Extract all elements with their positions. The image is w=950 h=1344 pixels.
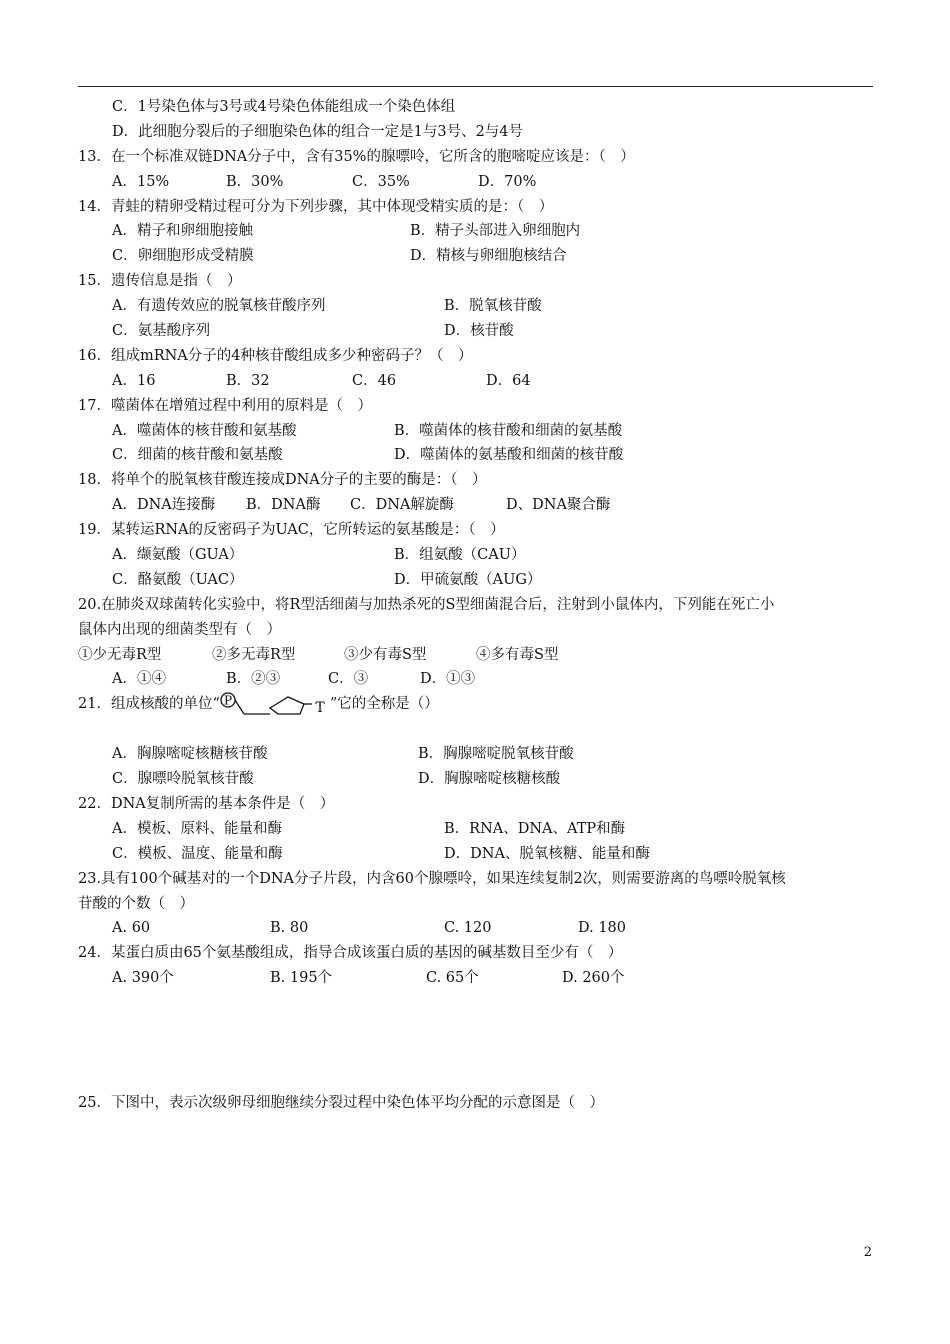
q18-options	[78, 493, 873, 518]
q24-options	[78, 966, 873, 991]
q20-option-c: C．③	[328, 671, 369, 688]
q24-spacer	[78, 991, 873, 1091]
q24-option-c: C. 65个	[426, 970, 479, 987]
q19-options-row2	[78, 568, 873, 593]
q21-stem-prefix: 21．组成核酸的单位“	[78, 696, 220, 713]
q20-option-d: D．①③	[420, 671, 476, 688]
q13-option-b: B．30%	[226, 173, 284, 190]
q22-options-row2	[78, 842, 873, 867]
q14-option-d: D．精核与卵细胞核结合	[410, 248, 567, 265]
q16-option-a: A．16	[112, 372, 156, 389]
q23-stem-line2: 苷酸的个数（ ）	[78, 895, 194, 912]
q15-option-b: B．脱氧核苷酸	[444, 298, 542, 315]
q21-option-d: D．胸腺嘧啶核糖核酸	[418, 771, 561, 788]
phosphate-label: P	[223, 693, 232, 708]
q16-stem: 16．组成mRNA分子的4种核苷酸组成多少种密码子？（ ）	[78, 347, 473, 364]
q21-option-b: B．胸腺嘧啶脱氧核苷酸	[418, 746, 574, 763]
q14-option-a: A．精子和卵细胞接触	[112, 223, 253, 240]
q24-option-a: A. 390个	[112, 970, 174, 987]
q16-option-d: D．64	[486, 372, 531, 389]
q20-item-2: ②多无毒R型	[212, 646, 296, 663]
q23-option-a: A. 60	[112, 920, 151, 937]
q20-option-b: B．②③	[226, 671, 281, 688]
q21-diagram-gap	[78, 717, 873, 742]
q12-option-c: C．1号染色体与3号或4号染色体能组成一个染色体组	[112, 99, 456, 115]
q20-stem-line2: 鼠体内出现的细菌类型有（ ）	[78, 621, 281, 638]
q21-options-row2	[78, 767, 873, 792]
q20-stem-line1: 20.在肺炎双球菌转化实验中，将R型活细菌与加热杀死的S型细菌混合后，注射到小鼠体内，下列能在死亡小	[78, 596, 775, 613]
q19-option-c: C．酪氨酸（UAC）	[112, 571, 244, 588]
q20-options	[78, 667, 873, 692]
q13-option-a: A．15%	[112, 173, 170, 190]
q18-stem: 18．将单个的脱氧核苷酸连接成DNA分子的主要的酶是：（ ）	[78, 472, 487, 489]
q25-stem: 25．下图中，表示次级卵母细胞继续分裂过程中染色体平均分配的示意图是（ ）	[78, 1094, 604, 1111]
q19-stem: 19．某转运RNA的反密码子为UAC，它所转运的氨基酸是：（ ）	[78, 522, 505, 539]
q18-option-a: A．DNA连接酶	[112, 497, 216, 514]
q17-option-c: C．细菌的核苷酸和氨基酸	[112, 447, 283, 464]
page-number: 2	[863, 1245, 872, 1260]
q16-options	[78, 369, 873, 394]
q21-stem-suffix: ”它的全称是（）	[329, 696, 439, 713]
nucleotide-diagram	[220, 692, 330, 716]
q15-option-a: A．有遗传效应的脱氧核苷酸序列	[112, 298, 326, 315]
q17-options-row1	[78, 419, 873, 444]
q20-item-3: ③少有毒S型	[344, 646, 427, 663]
q22-option-d: D．DNA、脱氧核糖、能量和酶	[444, 845, 650, 862]
q15-options-row1	[78, 294, 873, 319]
q22-option-a: A．模板、原料、能量和酶	[112, 820, 282, 837]
q23-options	[78, 916, 873, 941]
q17-stem: 17．噬菌体在增殖过程中利用的原料是（ ）	[78, 397, 372, 414]
q19-option-b: B．组氨酸（CAU）	[394, 547, 526, 564]
q19-option-a: A．缬氨酸（GUA）	[112, 547, 244, 564]
q17-option-b: B．噬菌体的核苷酸和细菌的氨基酸	[394, 422, 623, 439]
q23-option-d: D. 180	[578, 920, 627, 937]
q21-stem	[78, 692, 873, 717]
q20-item-4: ④多有毒S型	[476, 646, 559, 663]
q17-option-a: A．噬菌体的核苷酸和氨基酸	[112, 422, 297, 439]
q16-option-c: C．46	[352, 372, 397, 389]
q22-option-c: C．模板、温度、能量和酶	[112, 845, 283, 862]
q23-option-b: B. 80	[270, 920, 309, 937]
q19-options-row1	[78, 543, 873, 568]
q18-option-d: D、DNA聚合酶	[506, 497, 611, 514]
q14-option-b: B．精子头部进入卵细胞内	[410, 223, 581, 240]
q17-option-d: D．噬菌体的氨基酸和细菌的核苷酸	[394, 447, 624, 464]
q24-option-d: D. 260个	[562, 970, 625, 987]
q17-options-row2	[78, 443, 873, 468]
q13-option-c: C．35%	[352, 173, 410, 190]
q14-options-row1	[78, 219, 873, 244]
q12-option-d: D．此细胞分裂后的子细胞染色体的组合一定是1与3号、2与4号	[112, 123, 524, 140]
q18-option-b: B．DNA酶	[246, 497, 321, 514]
q13-options	[78, 170, 873, 195]
q13-option-d: D．70%	[478, 173, 537, 190]
q21-option-c: C．腺嘌呤脱氧核苷酸	[112, 771, 254, 788]
q18-option-c: C．DNA解旋酶	[350, 497, 454, 514]
q14-options-row2	[78, 244, 873, 269]
q21-options-row1	[78, 742, 873, 767]
q19-option-d: D．甲硫氨酸（AUG）	[394, 571, 542, 588]
nucleotide-structure-icon	[220, 688, 330, 718]
q16-option-b: B．32	[226, 372, 270, 389]
q20-option-a: A．①④	[112, 671, 166, 688]
q24-stem: 24．某蛋白质由65个氨基酸组成，指导合成该蛋白质的基因的碱基数目至少有（ ）	[78, 945, 623, 962]
q13-stem: 13．在一个标准双链DNA分子中，含有35%的腺嘌呤，它所含的胞嘧啶应该是：（ ）	[78, 148, 635, 165]
q15-option-c: C．氨基酸序列	[112, 323, 211, 340]
q20-item-1: ①少无毒R型	[78, 646, 162, 663]
q22-options-row1	[78, 817, 873, 842]
q14-option-c: C．卵细胞形成受精膜	[112, 248, 254, 265]
q24-option-b: B. 195个	[270, 970, 333, 987]
thymine-label: T	[315, 700, 325, 717]
q14-stem: 14．青蛙的精卵受精过程可分为下列步骤，其中体现受精实质的是：（ ）	[78, 198, 554, 215]
q23-stem-line1: 23.具有100个碱基对的一个DNA分子片段，内含60个腺嘌呤，如果连续复制2次，则需要游离的鸟嘌呤脱氧核	[78, 870, 786, 887]
q21-option-a: A．胸腺嘧啶核糖核苷酸	[112, 746, 268, 763]
exam-content	[78, 95, 873, 1116]
q15-stem: 15．遗传信息是指（ ）	[78, 273, 242, 290]
q15-option-d: D．核苷酸	[444, 323, 514, 340]
q23-option-c: C. 120	[444, 920, 492, 937]
header-rule	[78, 86, 873, 87]
q20-items	[78, 643, 873, 668]
q22-stem: 22．DNA复制所需的基本条件是（ ）	[78, 795, 335, 812]
q22-option-b: B．RNA、DNA、ATP和酶	[444, 820, 626, 837]
q15-options-row2	[78, 319, 873, 344]
